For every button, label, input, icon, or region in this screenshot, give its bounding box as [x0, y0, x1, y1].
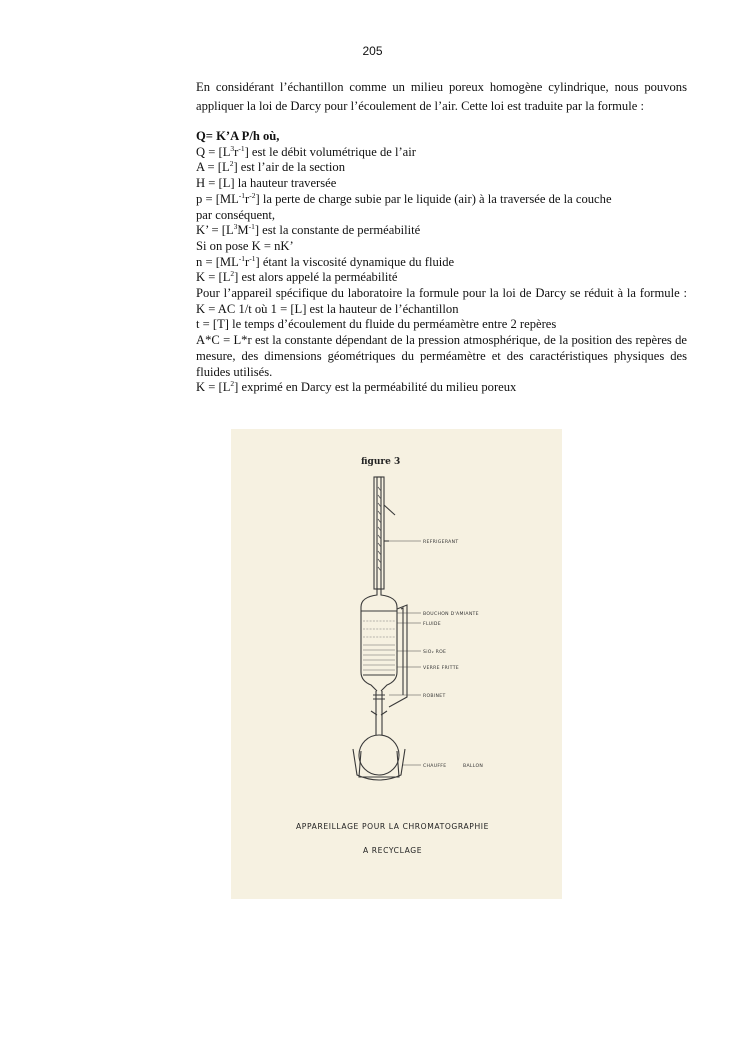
def-k: $K = [L^2]$ est alors appelé la perméabilité [196, 269, 398, 285]
page-number: 205 [362, 44, 383, 58]
label-sio2: SiO₂ ROE [423, 650, 447, 655]
def-t: t = [T] le temps d’écoulement du fluide du perméamètre entre 2 repères [196, 317, 557, 332]
boiling-flask [353, 735, 405, 780]
label-robinet: ROBINET [423, 694, 446, 699]
label-refrigerant: REFRIGERANT [423, 540, 459, 545]
def-k-darcy: $K = [L^2]$ exprimé en Darcy est la perméabilité du milieu poreux [196, 379, 517, 395]
figure-caption-line-2: A RECYCLAGE [363, 846, 423, 855]
figure-title: figure 3 [361, 457, 401, 467]
def-k-prime: K’ = $[L^3M^{-1}]$ est la constante de perméabilité [196, 222, 421, 238]
column-body [361, 589, 407, 735]
def-consequent: par conséquent, [196, 207, 276, 222]
label-chauffe: CHAUFFE [423, 764, 447, 769]
def-a: $A = [L^2]$ est l’air de la section [196, 159, 345, 175]
def-appareil: Pour l’appareil spécifique du laboratoire la formule pour la loi de Darcy se réduit à la formule : K = AC 1/t où 1 = [L] est la hauteur de l’échantillon [196, 286, 687, 316]
formula-title: Q= K’A P/h où, [196, 129, 280, 143]
document-body [196, 78, 687, 396]
figure-scan [231, 429, 562, 899]
def-pose: Si on pose K = nK’ [196, 238, 294, 253]
chromatography-apparatus-diagram [231, 429, 562, 899]
def-p: $p = [ML^{-1}r^{-2}]$ la perte de charge subie par le liquide (air) à la traversée de la couche [196, 190, 612, 206]
intro-paragraph: En considérant l’échantillon comme un milieu poreux homogène cylindrique, nous pouvons appliquer la loi de Darcy pour l’écoulement de l’air. Cette loi est traduite par la formule : [196, 80, 687, 113]
def-q: $Q = [L^3r^{-1}]$ est le débit volumétrique de l’air [196, 143, 416, 159]
label-fluide: FLUIDE [423, 622, 441, 627]
label-bouchon: BOUCHON D'AMIANTE [423, 612, 479, 617]
label-ballon: BALLON [463, 764, 484, 769]
refrigerant-condenser [374, 477, 395, 589]
label-verre-fritte: VERRE FRITTE [423, 666, 460, 671]
def-ac: A*C = L*r est la constante dépendant de la pression atmosphérique, de la position des repères de mesure, des dimensions géométriques du perméamètre et des caractéristiques physiques des fluides utilisés. [196, 333, 687, 379]
figure-caption-line-1: APPAREILLAGE POUR LA CHROMATOGRAPHIE [296, 822, 489, 831]
def-h: H = [L] la hauteur traversée [196, 176, 337, 191]
def-n: $n = [ML^{-1}r^{-1}]$ étant la viscosité dynamique du fluide [196, 253, 455, 269]
